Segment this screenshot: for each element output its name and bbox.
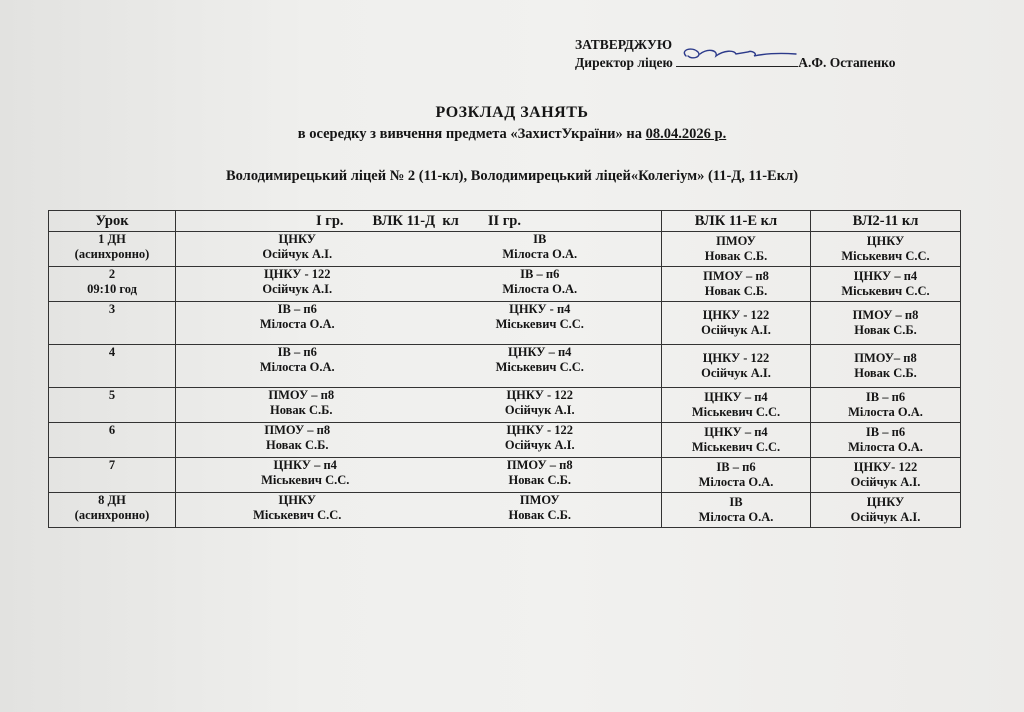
lesson-note: 09:10 год: [87, 282, 137, 296]
teacher: Міськевич С.С.: [495, 360, 584, 374]
group-cell: [176, 232, 662, 267]
lesson-cell: [49, 302, 176, 345]
table-row: [49, 493, 961, 528]
lesson-note: (асинхронно): [74, 508, 150, 522]
subject: ЦНКУ - 122: [506, 388, 574, 402]
header-lesson: Урок: [49, 211, 176, 232]
header-11e: ВЛК 11-Е кл: [662, 211, 811, 232]
teacher: Мілоста О.А.: [848, 440, 923, 454]
class-11e-cell: [662, 388, 811, 423]
subject: ЦНКУ: [278, 493, 316, 507]
subject: ІВ – п6: [865, 425, 906, 439]
subject: ЦНКУ - 122: [263, 267, 331, 281]
teacher: Осійчук А.І.: [504, 438, 575, 452]
group-cell: [176, 267, 662, 302]
vl2-11-cell: [811, 302, 961, 345]
lesson-number: 4: [108, 345, 116, 359]
signature-image: [678, 44, 798, 66]
subject: ЦНКУ - 122: [506, 423, 574, 437]
vl2-11-cell: [811, 423, 961, 458]
teacher: Новак С.Б.: [508, 508, 572, 522]
class-11e-cell: [662, 423, 811, 458]
teacher: Осійчук А.І.: [262, 247, 333, 261]
group-2-slot: [419, 267, 662, 301]
subject: ПМОУ – п8: [506, 458, 573, 472]
table-row: [49, 458, 961, 493]
group-cell: [176, 388, 662, 423]
table-row: [49, 388, 961, 423]
table-row: [49, 267, 961, 302]
class-11e-cell: [662, 267, 811, 302]
lesson-cell: [49, 423, 176, 458]
schedule-table: [48, 210, 961, 528]
group-cell: [176, 302, 662, 345]
teacher: Мілоста О.А.: [502, 247, 578, 261]
subject: ПМОУ – п8: [268, 388, 335, 402]
subject: ІВ – п6: [716, 460, 756, 474]
group-1-slot: [180, 388, 423, 422]
subject: ЦНКУ – п4: [704, 390, 768, 404]
subject: ЦНКУ - п4: [509, 302, 571, 316]
group-1-slot: [176, 493, 419, 527]
teacher: Міськевич С.С.: [261, 473, 350, 487]
approval-block: [575, 36, 895, 72]
lesson-cell: [49, 493, 176, 528]
lesson-note: (асинхронно): [74, 247, 150, 261]
teacher: Міськевич С.С.: [691, 405, 781, 419]
teacher: Осійчук А.І.: [701, 323, 771, 337]
group-cell: [176, 458, 662, 493]
teacher: Новак С.Б.: [854, 366, 917, 380]
subject: ЦНКУ – п4: [508, 345, 572, 359]
group-1-slot: [184, 458, 427, 492]
subject: ЦНКУ – п4: [853, 269, 918, 283]
subject: ІВ – п6: [865, 390, 906, 404]
teacher: Мілоста О.А.: [848, 405, 923, 419]
lesson-number: 5: [108, 388, 116, 402]
subject: ЦНКУ- 122: [853, 460, 918, 474]
subject: ІВ: [533, 232, 547, 246]
approve-heading: ЗАТВЕРДЖУЮ: [575, 37, 673, 52]
subject: ПМОУ – п8: [703, 269, 769, 283]
subject: ІВ – п6: [277, 345, 317, 359]
subject: ІВ: [729, 495, 743, 509]
lesson-cell: [49, 345, 176, 388]
vl2-11-cell: [811, 388, 961, 423]
subject: ПМОУ– п8: [854, 351, 917, 365]
lesson-cell: [49, 232, 176, 267]
table-row: [49, 345, 961, 388]
subtitle-text: в осередку з вивчення предмета «ЗахистУкраїни» на: [297, 126, 646, 142]
subject: ЦНКУ: [866, 495, 905, 509]
subject: ЦНКУ – п4: [704, 425, 768, 439]
group-cell: [176, 423, 662, 458]
lesson-cell: [49, 388, 176, 423]
teacher: Осійчук А.І.: [262, 282, 333, 296]
teacher: Новак С.Б.: [704, 284, 768, 298]
group-2-slot: [419, 458, 662, 492]
table-row: [49, 423, 961, 458]
subject: ІВ – п6: [520, 267, 560, 281]
subject: ЦНКУ - 122: [702, 351, 770, 365]
vl2-11-cell: [811, 345, 961, 388]
teacher: Мілоста О.А.: [259, 317, 335, 331]
teacher: Осійчук А.І.: [850, 510, 921, 524]
subject: ЦНКУ: [866, 234, 905, 248]
teacher: Новак С.Б.: [269, 403, 333, 417]
lesson-cell: [49, 458, 176, 493]
document-title: РОЗКЛАД ЗАНЯТЬ: [435, 104, 589, 121]
teacher: Мілоста О.А.: [698, 510, 774, 524]
teacher: Міськевич С.С.: [253, 508, 342, 522]
class-11e-cell: [662, 345, 811, 388]
group-cell: [176, 493, 662, 528]
group-2-slot: [419, 302, 662, 344]
teacher: Новак С.Б.: [508, 473, 572, 487]
teacher: Мілоста О.А.: [698, 475, 774, 489]
teacher: Осійчук А.І.: [850, 475, 921, 489]
group-1-slot: [176, 302, 419, 344]
group-1-slot: [176, 267, 419, 301]
signature-line: [676, 54, 798, 67]
lesson-cell: [49, 267, 176, 302]
teacher: Міськевич С.С.: [841, 284, 930, 298]
subject: ПМОУ – п8: [264, 423, 331, 437]
vl2-11-cell: [811, 458, 961, 493]
subject: ПМОУ: [716, 234, 756, 248]
lesson-number: 7: [108, 458, 116, 472]
group-2-slot: [419, 423, 662, 457]
lesson-number: 6: [108, 423, 116, 437]
teacher: Міськевич С.С.: [841, 249, 930, 263]
group-2-slot: [419, 345, 662, 387]
lesson-number: 8 ДН: [98, 493, 126, 507]
group-2-slot: [419, 388, 662, 422]
header-vl2-11: ВЛ2-11 кл: [811, 211, 961, 232]
teacher: Осійчук А.І.: [701, 366, 771, 380]
teacher: Міськевич С.С.: [495, 317, 584, 331]
subject: ІВ – п6: [277, 302, 317, 316]
group-1-slot: [176, 423, 419, 457]
group-cell: [176, 345, 662, 388]
teacher: Мілоста О.А.: [259, 360, 335, 374]
table-row: [49, 232, 961, 267]
lesson-number: 3: [108, 302, 116, 316]
class-11e-cell: [662, 493, 811, 528]
subject: ЦНКУ – п4: [273, 458, 337, 472]
director-name: А.Ф. Остапенко: [798, 55, 896, 70]
class-11e-cell: [662, 232, 811, 267]
teacher: Міськевич С.С.: [691, 440, 781, 454]
vl2-11-cell: [811, 493, 961, 528]
vl2-11-cell: [811, 232, 961, 267]
subject: ПМОУ – п8: [852, 308, 919, 322]
subject: ПМОУ: [519, 493, 560, 507]
teacher: Мілоста О.А.: [502, 282, 578, 296]
teacher: Новак С.Б.: [704, 249, 768, 263]
schools-line: Володимирецький ліцей № 2 (11-кл), Володимирецький ліцей«Колегіум» (11-Д, 11-Екл): [225, 168, 799, 184]
subject: ЦНКУ - 122: [702, 308, 770, 322]
group-1-slot: [176, 345, 419, 387]
document-subtitle: [0, 126, 1024, 143]
teacher: Новак С.Б.: [854, 323, 917, 337]
lesson-number: 1 ДН: [98, 232, 126, 246]
header-group-11d: І гр. ВЛК 11-Д кл ІІ гр.: [176, 211, 662, 232]
schedule-date: 08.04.2026 р.: [645, 126, 727, 142]
table-row: [49, 302, 961, 345]
director-position: Директор ліцею: [575, 55, 673, 70]
class-11e-cell: [662, 302, 811, 345]
group-2-slot: [419, 232, 662, 266]
table-header-row: [49, 211, 961, 232]
vl2-11-cell: [811, 267, 961, 302]
group-2-slot: [419, 493, 662, 527]
group-1-slot: [176, 232, 419, 266]
class-11e-cell: [662, 458, 811, 493]
lesson-number: 2: [108, 267, 116, 281]
teacher: Осійчук А.І.: [504, 403, 575, 417]
subject: ЦНКУ: [278, 232, 316, 246]
teacher: Новак С.Б.: [265, 438, 329, 452]
